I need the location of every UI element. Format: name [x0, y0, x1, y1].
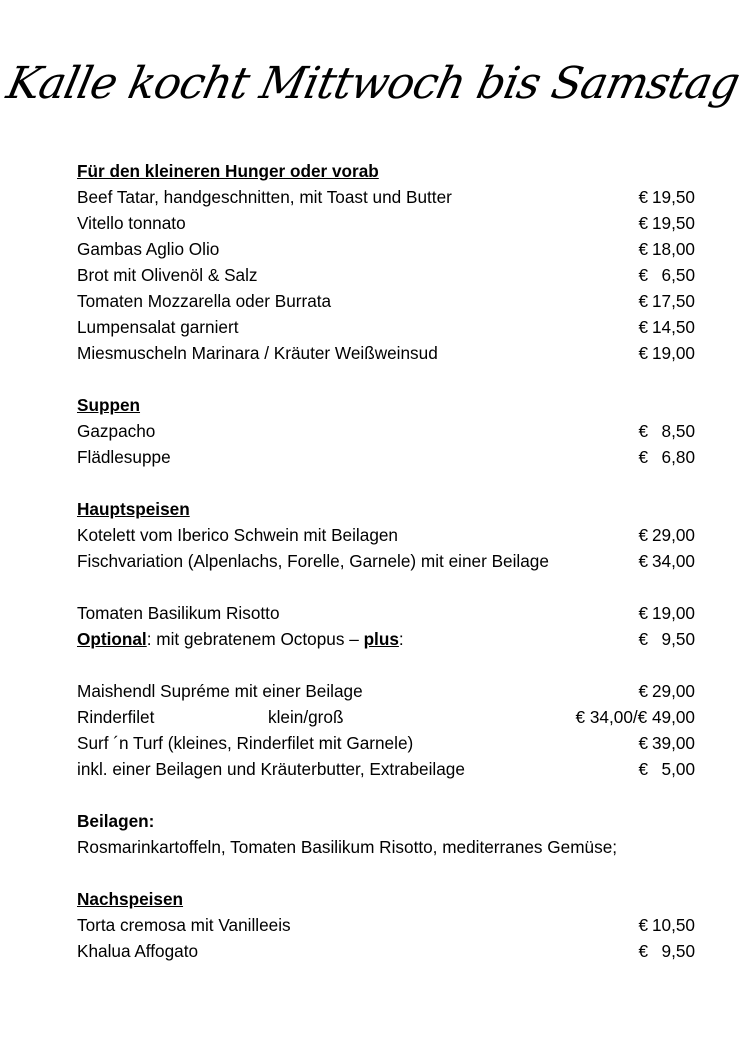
menu-item — [77, 210, 695, 236]
section-heading-vorab: Für den kleineren Hunger oder vorab — [77, 161, 379, 181]
section-heading-beilagen: Beilagen: — [77, 811, 155, 831]
item-price: € 29,00 — [638, 681, 695, 701]
spacer — [77, 574, 695, 600]
menu-item-optional — [77, 626, 695, 652]
menu-item — [77, 340, 695, 366]
menu-item — [77, 236, 695, 262]
spacer — [77, 652, 695, 678]
menu-item — [77, 314, 695, 340]
item-price: € 17,50 — [638, 291, 695, 311]
item-price: € 19,00 — [638, 603, 695, 623]
item-name: Tomaten Mozzarella oder Burrata — [77, 291, 332, 311]
optional-colon: : — [398, 629, 404, 649]
item-name: Khalua Affogato — [77, 941, 199, 961]
item-name: Gazpacho — [77, 421, 156, 441]
item-price: € 8,50 — [638, 421, 695, 441]
menu-item — [77, 548, 695, 574]
item-price: € 19,50 — [638, 187, 695, 207]
plus-label: plus — [363, 629, 399, 649]
item-price: € 9,50 — [638, 941, 695, 961]
spacer — [77, 470, 695, 496]
item-price: € 39,00 — [638, 733, 695, 753]
item-size: klein/groß — [268, 707, 344, 727]
item-price: € 18,00 — [638, 239, 695, 259]
menu-item — [77, 418, 695, 444]
item-name: Surf ´n Turf (kleines, Rinderfilet mit Garnele) — [77, 733, 414, 753]
optional-label: Optional — [77, 629, 147, 649]
menu-list — [77, 158, 695, 964]
item-price: € 19,00 — [638, 343, 695, 363]
menu-item — [77, 522, 695, 548]
menu-item — [77, 938, 695, 964]
item-price: € 34,00 — [638, 551, 695, 571]
item-name: inkl. einer Beilagen und Kräuterbutter, Extrabeilage — [77, 759, 465, 779]
section-heading-nachspeisen: Nachspeisen — [77, 889, 184, 909]
menu-item — [77, 756, 695, 782]
item-price: € 10,50 — [638, 915, 695, 935]
menu-item — [77, 184, 695, 210]
section-heading-hauptspeisen: Hauptspeisen — [77, 499, 190, 519]
spacer — [77, 366, 695, 392]
item-name: Rinderfilet — [77, 707, 155, 727]
menu-title: Kalle kocht Mittwoch bis Samstag — [2, 58, 744, 109]
item-price: € 6,80 — [638, 447, 695, 467]
item-price: € 19,50 — [638, 213, 695, 233]
spacer — [77, 782, 695, 808]
item-name: Gambas Aglio Olio — [77, 239, 220, 259]
menu-item — [77, 704, 695, 730]
menu-item — [77, 444, 695, 470]
item-price: € 9,50 — [638, 629, 695, 649]
item-name: Tomaten Basilikum Risotto — [77, 603, 280, 623]
item-name: Fischvariation (Alpenlachs, Forelle, Garnele) mit einer Beilage — [77, 551, 549, 571]
menu-item — [77, 912, 695, 938]
item-price: € 34,00/€ 49,00 — [575, 707, 695, 727]
menu-item — [77, 730, 695, 756]
item-price: € 14,50 — [638, 317, 695, 337]
menu-item — [77, 262, 695, 288]
item-name: Torta cremosa mit Vanilleeis — [77, 915, 291, 935]
menu-item — [77, 600, 695, 626]
item-name: Flädlesuppe — [77, 447, 171, 467]
item-name: Maishendl Supréme mit einer Beilage — [77, 681, 363, 701]
item-name: Beef Tatar, handgeschnitten, mit Toast und Butter — [77, 187, 452, 207]
item-price: € 6,50 — [638, 265, 695, 285]
spacer — [77, 860, 695, 886]
item-name: Lumpensalat garniert — [77, 317, 239, 337]
item-price: € 5,00 — [638, 759, 695, 779]
item-price: € 29,00 — [638, 525, 695, 545]
menu-item — [77, 288, 695, 314]
beilagen-text: Rosmarinkartoffeln, Tomaten Basilikum Risotto, mediterranes Gemüse; — [77, 837, 618, 857]
item-name: Kotelett vom Iberico Schwein mit Beilagen — [77, 525, 398, 545]
item-name: Miesmuscheln Marinara / Kräuter Weißweinsud — [77, 343, 438, 363]
item-name: Brot mit Olivenöl & Salz — [77, 265, 258, 285]
menu-item — [77, 678, 695, 704]
optional-text: : mit gebratenem Octopus – — [146, 629, 364, 649]
section-heading-suppen: Suppen — [77, 395, 141, 415]
item-name: Vitello tonnato — [77, 213, 186, 233]
